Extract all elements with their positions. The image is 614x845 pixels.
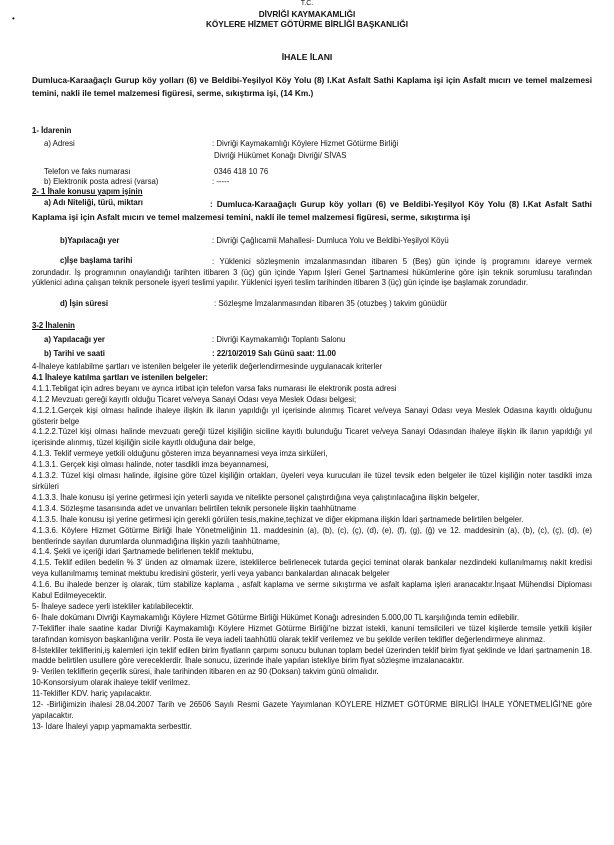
s1-phone-label: Telefon ve faks numarası [44,167,131,176]
s3-date-label: b) Tarihi ve saati [44,349,105,358]
list-item: 4.1.3.4. Sözleşme tasarısında adet ve unvanları belirtilen teknik personele ilişkin taahhütname [32,503,357,513]
list-item: 5- İhaleye sadece yerli istekliler katılabilecektir. [32,601,194,611]
section1-title: 1- İdarenin [32,126,72,135]
intro-paragraph: Dumluca-Karaağaçlı Gurup köy yolları (6) ve Beldibi-Yeşilyol Köy Yolu (8) I.Kat Asfalt Sathi Kaplama işi için Asfalt mıcırı ve temel malzemesi temini, nakli ile temel malzemesi figüresi, serme, sıkıştırma işi, (14 Km.) [32,75,592,98]
s2-place-value: : Divriği Çağlıcamii Mahallesi- Dumluca Yolu ve Beldibi-Yeşilyol Köyü [212,236,449,245]
s3-date-value: : 22/10/2019 Salı Günü saat: 11.00 [212,349,336,358]
list-item: 4.1.3.1. Gerçek kişi olması halinde, noter tasdikli imza beyannamesi, [32,460,269,470]
list-item: 6- İhale dokümanı Divriği Kaymakamlığı Köylere Hizmet Götürme Birliği Hükümet Konağı adresinden 5.000,00 TL karşılığında temin edilebilir. [32,612,520,622]
list-item: 4.1.3.3. İhale konusu işi yerine getirmesi için yeterli sayıda ve nitelikte personel çalıştırdığına veya çalıştırılacağına ilişkin belgeler, [32,492,480,502]
list-item: 4.1 İhaleye katılma şartları ve istenilen belgeler: [32,372,208,382]
s2-place-label: b)Yapılacağı yer [60,236,120,245]
s2-name-value: : Dumluca-Karaağaçlı Gurup köy yolları (6) ve Beldibi-Yeşilyol Köy Yolu (8) I.Kat Asfalt Sathi Kaplama işi için Asfalt mıcırı ve temel malzemesi temini, nakli ile temel malzemesi figüresi, serme, sıkıştırma işi [32,199,592,222]
list-item: 4.1.2.1.Gerçek kişi olması halinde ihaleye ilişkin ilk ilanın yapıldığı yıl içerisinde alınmış Ticaret ve/veya Sanayi Odası veya Meslek Odasına kayıtlı olduğunu gösterir belge [32,405,592,426]
list-item: 4.1.3. Teklif vermeye yetkili olduğunu gösteren imza beyannamesi veya imza sirküleri, [32,449,328,459]
list-item: 7-Teklifler ihale saatine kadar Divriği Kaymakamlığı Köylere Hizmet Götürme Birliği'ne bizzat istekli, kanuni temsilcileri ve tüzel kişilerde temsile yetkili kişiler tarafından komisyon başkanlığına verilir. Posta ile veya iadeli taahhütlü olarak teklif verilemez ve bu şekilde verilen teklifler değerlendirmeye alınmaz. [32,623,592,644]
s3-place-label: a) Yapılacağı yer [44,335,105,344]
s2-name-label: a) Adı Niteliği, türü, miktarı [44,198,143,207]
s2-start-label: c)İşe başlama tarihi [60,256,133,265]
s1-email-value: : ----- [212,177,230,186]
list-item: 4.1.4. Şekli ve içeriği idari Şartnamede belirlenen teklif mektubu, [32,547,254,557]
list-item: 4.1.6. Bu ihalede benzer iş olarak, tüm stabilize kaplama , asfalt kaplama ve serme sıkıştırma ve asfalt kaplama işleri aranacaktır.İnşaat Mühendisi Diploması Kabul Edilmeyecektir. [32,580,592,601]
s3-place-value: : Divriği Kaymakamlığı Toplantı Salonu [212,335,346,344]
list-item: 4.1.2 Mevzuatı gereği kayıtlı olduğu Ticaret ve/veya Sanayi Odası veya Meslek Odası belgesi; [32,394,357,404]
s1-address-value1: : Divriği Kaymakamlığı Köylere Hizmet Götürme Birliği [212,139,399,148]
list-item: 4.1.2.2.Tüzel kişi olması halinde mevzuatı gereği tüzel kişiliğin siciline kayıtlı bulunduğu Ticaret ve/veya Sanayi Odasından ihaleye ilişkin ilk ilanın yapıldığı yıl içerisinde alınmış, tüzel kişiliğin sicile kayıtlı olduğuna dair belge, [32,427,592,448]
list-item: 4.1.3.5. İhale konusu işi yerine getirmesi için gerekli görülen tesis,makine,teçhizat ve diğer ekipmana ilişkin İdari şartnamede belirtilen belgeler. [32,514,524,524]
list-item: 13- İdare İhaleyi yapıp yapmamakta serbesttir. [32,721,192,731]
header-line1: DİVRİĞİ KAYMAKAMLIĞI [258,10,356,19]
bullet-mark: • [12,14,15,23]
list-item: 4.1.3.2. Tüzel kişi olması halinde, ilgisine göre tüzel kişiliğin ortakları, üyeleri veya kurucuları ile tüzel tevsik eden belgeler ile tüzel kişiliğin noter tasdikli imza sirküleri [32,471,592,491]
s1-address-label: a) Adresi [44,139,75,148]
list-item: 9- Verilen tekliflerin geçerlik süresi, ihale tarihinden itibaren en az 90 (Doksan) takvim günü olmalıdır. [32,667,379,677]
header-tc: T.C. [300,0,314,7]
list-item: 4.1.1.Tebligat için adres beyanı ve ayrıca irtibat için telefon varsa faks numarası ile elektronik posta adresi [32,383,397,393]
list-item: 10-Konsorsiyum olarak ihaleye teklif verilmez. [32,678,191,688]
s1-email-label: b) Elektronik posta adresi (varsa) [44,177,159,186]
list-item: 11-Teklifler KDV. hariç yapılacaktır. [32,689,152,699]
section2-title: 2- 1 İhale konusu yapım işinin [32,187,143,196]
list-item: 12- -Birliğimizin ihalesi 28.04.2007 Tarih ve 26506 Sayılı Resmi Gazete Yayımlanan KÖYLERE HİZMET GÖTÜRME BİRLİĞİ İHALE YÖNETMELİĞİ'NE göre yapılacaktır. [32,700,592,720]
s2-start-value: : Yüklenici sözleşmenin imzalanmasından itibaren 5 (Beş) gün içinde iş programını idareye vermek zorundadır. İş programının onaylandığı tarihten itibaren 3 (üç) gün içinde Yapım İşleri Genel Şartnamesi hükümlerine göre işin teknik sorumlusu tarafından yüklenici adına çalışan teknik personele işyeri teslimi yapılır. Yüklenici işyeri teslim tarihinden itibaren 3 (üç) gün içinde işe başlamak zorundadır. [32,257,592,287]
s2-duration-value: : Sözleşme İmzalanmasından itibaren 35 (otuzbeş ) takvim günüdür [214,299,448,308]
document-title: İHALE İLANI [281,52,333,62]
header-line2: KÖYLERE HİZMET GÖTÜRME BİRLİĞİ BAŞKANLIĞI [206,20,408,29]
list-item: 4.1.3.6. Köylere Hizmet Götürme Birliği İhale Yönetmeliğinin 11. maddesinin (a), (b), (c), (ç), (d), (e), (f), (g), (ğ) ve 12. maddesinin (a), (b), (c), (ç), (d), (e) bentlerinde sayılan durumlarda olunmadığına ilişkin yazılı taahhütname, [32,525,592,546]
list-item: 4.1.5. Teklif edilen bedelin % 3' ünden az olmamak üzere, isteklilerce belirlenecek tutarda geçici teminat olarak bankalar nezdindeki kullanılmamış nakit kredisi veya kullanılmamış teminat mektubu kredisini gösterir, yerli veya yabancı bankalardan alınacak belgeler [32,558,592,579]
s2-duration-label: d) İşin süresi [60,299,109,308]
s1-phone-value: 0346 418 10 76 [214,167,269,176]
section3-title: 3-2 İhalenin [32,321,75,330]
conditions-list [32,362,592,733]
list-item: 8-İstekliler tekliflerini,iş kalemleri için teklif edilen birim fiyatların çarpımı sonucu bulunan toplam bedel üzerinden teklif birim fiyat şeklinde ve İdari şartnamenin 18. madde belirtilen usullere göre vereceklerdir. İhale sonucu, üzerinde ihale yapılan istekliye birim fiyat sözleşme imzalanacaktır. [32,645,592,666]
s1-address-value2: Divriği Hükümet Konağı Divriği/ SİVAS [214,151,347,160]
list-item: 4-İhaleye katılabilme şartları ve istenilen belgeler ile yeterlik değerlendirmesinde uygulanacak kriterler [32,362,383,371]
